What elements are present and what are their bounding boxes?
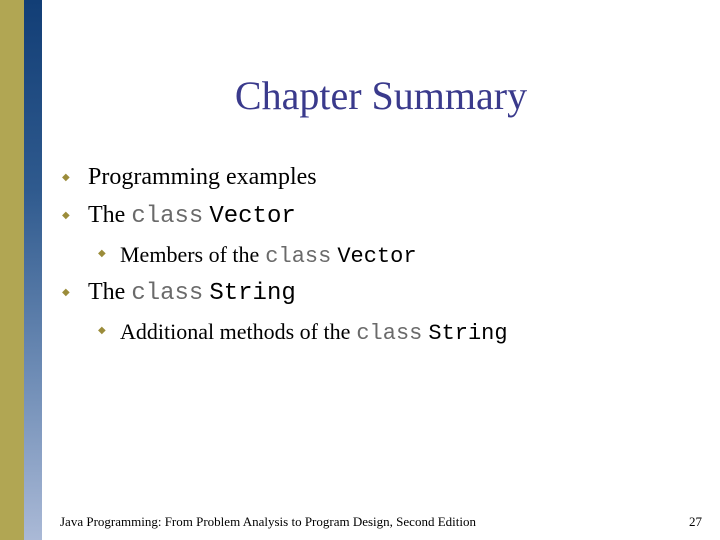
- sub-bullet-diamond-icon: ◆: [98, 325, 106, 336]
- class-name: String: [428, 321, 508, 346]
- bullet-item-class-vector: [62, 202, 296, 230]
- bullet-diamond-icon: ◆: [62, 172, 70, 183]
- class-name: Vector: [337, 244, 417, 269]
- keyword-class: class: [265, 244, 332, 269]
- bullet-text: Programming examples: [88, 164, 317, 190]
- sub-bullet-diamond-icon: ◆: [98, 248, 106, 259]
- keyword-class: class: [131, 203, 204, 230]
- keyword-class: class: [131, 280, 204, 307]
- sub-bullet-members-of-vector: [98, 242, 417, 269]
- bullet-item-programming-examples: [62, 164, 317, 191]
- slide-title: Chapter Summary: [234, 73, 528, 118]
- class-name: String: [209, 280, 296, 307]
- bullet-text: Additional methods of the: [120, 319, 351, 344]
- keyword-class: class: [356, 321, 423, 346]
- bullet-text: The: [88, 279, 126, 305]
- page-number: 27: [689, 514, 702, 529]
- footer-book-title: Java Programming: From Problem Analysis to Program Design, Second Edition: [60, 514, 476, 529]
- sub-bullet-additional-methods-string: [98, 319, 508, 346]
- bullet-item-class-string: [62, 279, 296, 307]
- bullet-diamond-icon: ◆: [62, 210, 70, 221]
- bullet-text: Members of the: [120, 242, 260, 267]
- class-name: Vector: [209, 203, 296, 230]
- bullet-text: The: [88, 202, 126, 228]
- bullet-diamond-icon: ◆: [62, 287, 70, 298]
